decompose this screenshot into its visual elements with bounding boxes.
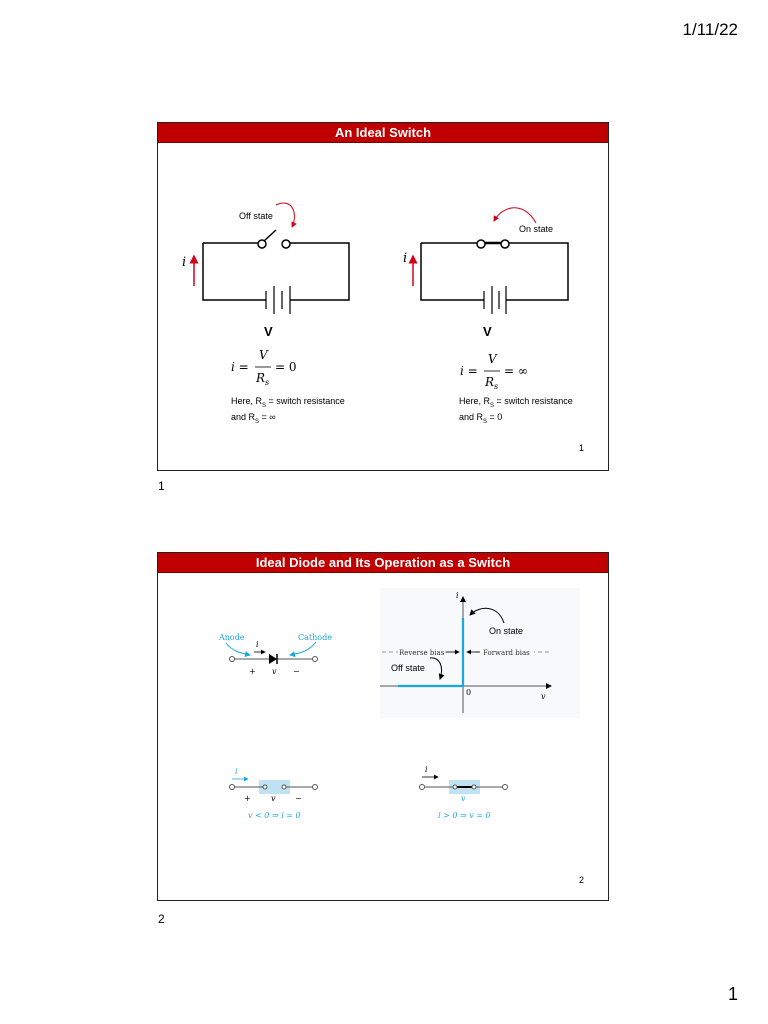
slide-ideal-switch — [157, 122, 609, 471]
svg-text:v: v — [461, 794, 466, 803]
anode-label: Anode — [219, 633, 245, 642]
slide-number: 2 — [579, 875, 585, 885]
terminal — [282, 785, 286, 789]
diode-diagrams — [158, 553, 609, 901]
svg-text:i: i — [235, 767, 238, 776]
svg-text:i: i — [456, 591, 459, 600]
on-state-pointer — [494, 208, 536, 223]
reverse-condition: v < 0 ⇒ i = 0 — [248, 811, 301, 820]
terminal — [313, 785, 318, 790]
slide-title: Ideal Diode and Its Operation as a Switch — [158, 553, 608, 573]
terminal — [453, 785, 457, 789]
svg-text:R: R — [256, 371, 266, 385]
voltage-label: V — [264, 324, 273, 339]
svg-text:= ∞: = ∞ — [504, 364, 528, 378]
cathode-pointer — [290, 642, 316, 655]
svg-text:s: s — [265, 378, 270, 387]
page-number: 1 — [727, 984, 738, 1004]
svg-text:i: i — [256, 640, 259, 649]
svg-text:+: + — [244, 794, 251, 803]
svg-text:v: v — [271, 794, 276, 803]
anode-pointer — [226, 643, 250, 655]
terminal — [503, 785, 508, 790]
reverse-bias-label: Reverse bias — [399, 649, 445, 657]
svg-text:−: − — [293, 667, 300, 676]
svg-text:i =: i = — [460, 364, 478, 378]
reverse-bias-circuit — [230, 767, 318, 820]
svg-text:v: v — [541, 692, 546, 701]
svg-text:+: + — [249, 667, 256, 676]
page-date: 1/11/22 — [682, 20, 738, 39]
current-symbol: i — [182, 255, 187, 270]
on-state-label: On state — [519, 224, 554, 234]
svg-text:i =: i = — [231, 360, 249, 374]
off-state-note: Here, $R_S$ = switch resistance and $R_S$ = ∞ — [231, 396, 345, 425]
diode-symbol-figure — [218, 633, 332, 676]
equation-on-state — [460, 352, 528, 391]
terminal — [263, 785, 267, 789]
slide-caption: 1 — [158, 479, 165, 493]
svg-text:R: R — [485, 375, 495, 389]
svg-text:s: s — [494, 382, 499, 391]
cathode-label: Cathode — [298, 633, 332, 642]
forward-bias-label: Forward bias — [483, 649, 530, 657]
forward-condition: i > 0 ⇒ v = 0 — [438, 811, 491, 820]
voltage-label: V — [483, 324, 492, 339]
switch-terminal — [501, 240, 509, 248]
slide-ideal-diode — [157, 552, 609, 901]
svg-text:i: i — [425, 765, 428, 774]
on-state-note: Here, $R_S$ = switch resistance and $R_S = 0$ — [459, 396, 573, 425]
iv-characteristic-graph — [380, 588, 580, 718]
terminal — [420, 785, 425, 790]
terminal — [230, 657, 235, 662]
svg-text:V: V — [259, 348, 268, 362]
svg-text:0: 0 — [466, 688, 472, 697]
terminal — [313, 657, 318, 662]
svg-text:= 0: = 0 — [275, 360, 297, 374]
switch-lever — [264, 230, 276, 241]
svg-text:v: v — [272, 667, 277, 676]
off-state-label: Off state — [239, 211, 273, 221]
off-state-label: Off state — [391, 663, 425, 673]
svg-text:−: − — [295, 794, 302, 803]
equation-off-state — [231, 348, 297, 387]
terminal — [472, 785, 476, 789]
switch-terminal — [282, 240, 290, 248]
on-state-label: On state — [489, 626, 524, 636]
terminal — [230, 785, 235, 790]
diode-triangle — [269, 654, 277, 664]
off-state-pointer — [276, 203, 294, 227]
slide-title: An Ideal Switch — [158, 123, 608, 143]
slide-caption: 2 — [158, 912, 165, 926]
slide-number: 1 — [579, 443, 585, 453]
svg-text:V: V — [488, 352, 497, 366]
switch-terminal — [477, 240, 485, 248]
forward-bias-circuit — [420, 765, 508, 820]
current-symbol: i — [403, 251, 408, 266]
